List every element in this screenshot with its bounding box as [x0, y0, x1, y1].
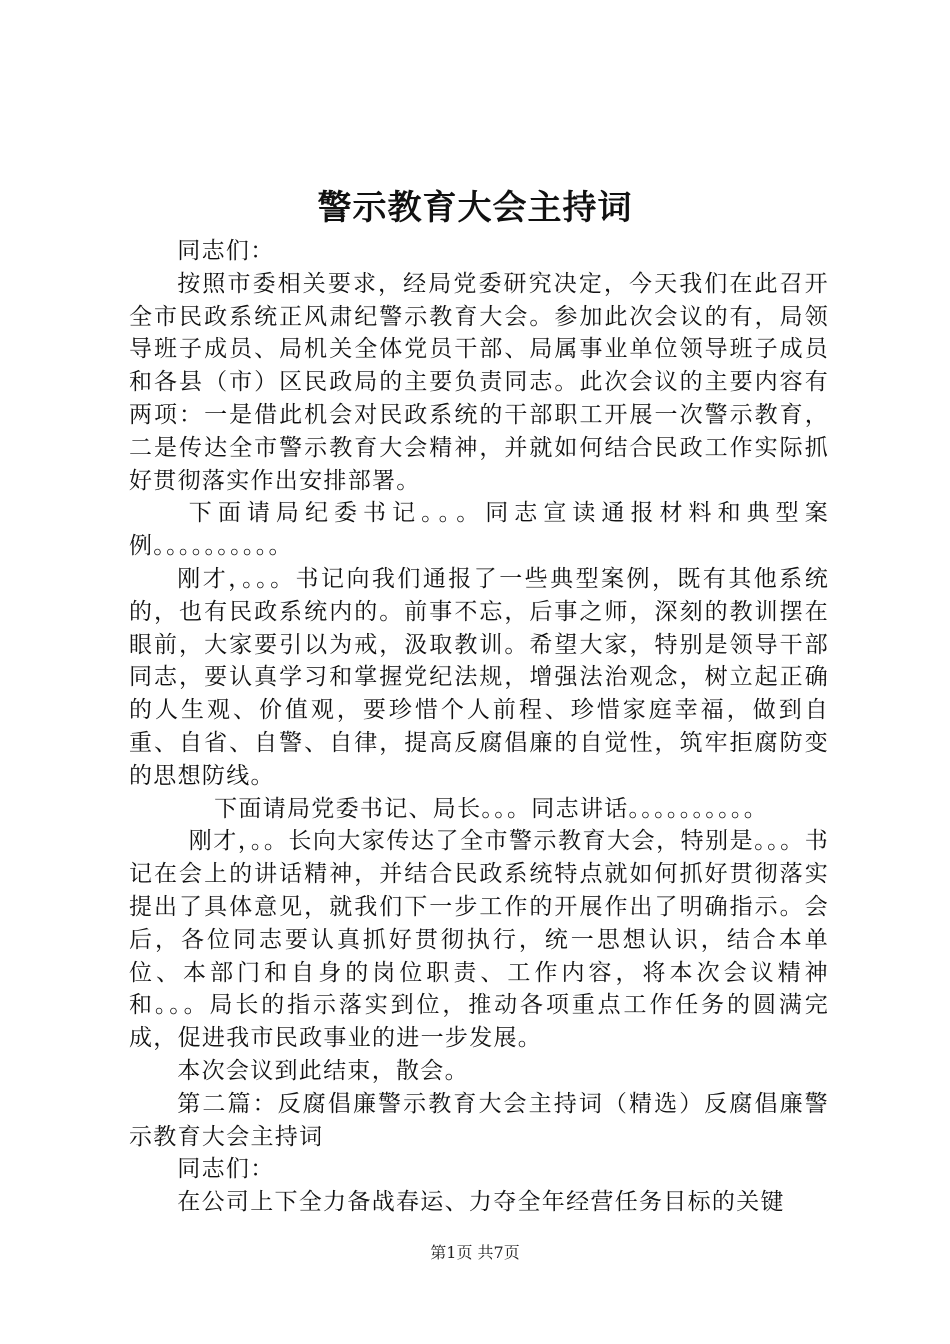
- paragraph-speech-invite: 下面请局党委书记、局长。。。同志讲话。。。。。。。。。。: [214, 795, 768, 822]
- paragraph-reading-report: 下面请局纪委书记。。。同志宣读通报材料和典型案例。。。。。。。。。。: [129, 500, 829, 560]
- salutation: 同志们：: [177, 238, 275, 264]
- paragraph-closing: 本次会议到此结束，散会。: [177, 1057, 469, 1084]
- paragraph-opening: 按照市委相关要求，经局党委研究决定，今天我们在此召开全市民政系统正风肃纪警示教育大会。参加此次会议的有，局领导班子成员、局机关全体党员干部、局属事业单位领导班子成员和各县（市）区民政局的主要负责同志。此次会议的主要内容有两项：一是借此机会对民政系统的干部职工开展一次警示教育，二是传达全市警示教育大会精神，并就如何结合民政工作实际抓好贯彻落实作出安排部署。: [129, 270, 829, 494]
- paragraph-speech-summary: 刚才，。。长向大家传达了全市警示教育大会，特别是。。。书记在会上的讲话精神，并结合民政系统特点就如何抓好贯彻落实提出了具体意见，就我们下一步工作的开展作出了明确指示。会后，各位同志要认真抓好贯彻执行，统一思想认识，结合本单位、本部门和自身的岗位职责、工作内容，将本次会议精神和。。。局长的指示落实到位，推动各项重点工作任务的圆满完成，促进我市民政事业的进一步发展。: [129, 828, 829, 1052]
- paragraph-second-opening: 在公司上下全力备战春运、力夺全年经营任务目标的关键: [177, 1189, 785, 1216]
- document-body: [129, 235, 829, 1219]
- page-number: 第1页 共7页: [430, 1243, 520, 1262]
- document-title: 警示教育大会主持词: [317, 188, 633, 228]
- section-heading-second: 第二篇：反腐倡廉警示教育大会主持词（精选）反腐倡廉警示教育大会主持词: [129, 1090, 829, 1150]
- paragraph-case-summary: 刚才，。。。书记向我们通报了一些典型案例，既有其他系统的，也有民政系统内的。前事不忘，后事之师，深刻的教训摆在眼前，大家要引以为戒，汲取教训。希望大家，特别是领导干部同志，要认真学习和掌握党纪法规，增强法治观念，树立起正确的人生观、价值观，要珍惜个人前程、珍惜家庭幸福，做到自重、自省、自警、自律，提高反腐倡廉的自觉性，筑牢拒腐防变的思想防线。: [129, 565, 829, 789]
- salutation-second: 同志们：: [177, 1156, 275, 1183]
